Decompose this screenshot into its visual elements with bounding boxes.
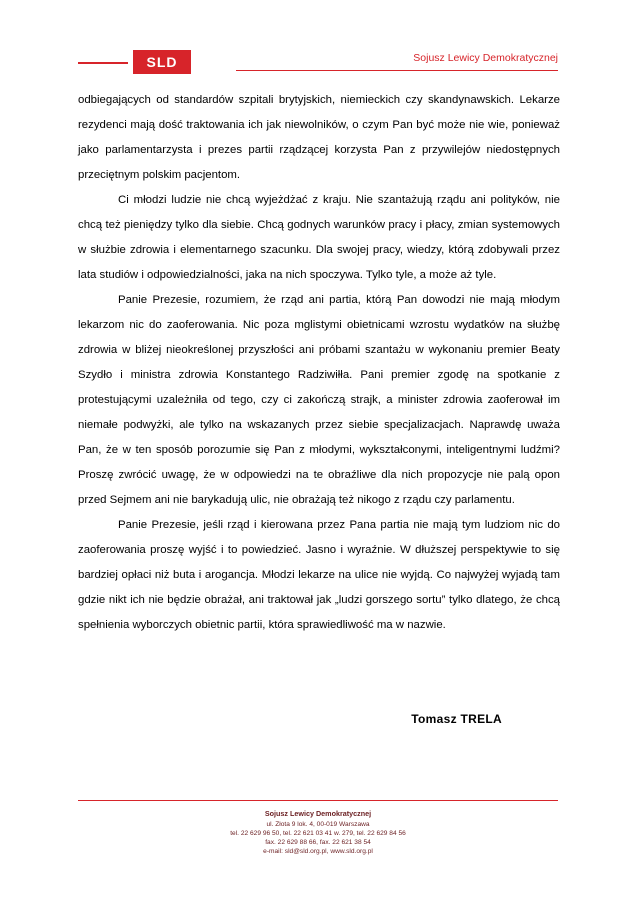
footer-email: e-mail: sld@sld.org.pl, www.sld.org.pl bbox=[263, 848, 373, 855]
footer-phones: tel. 22 629 96 50, tel. 22 621 03 41 w. 279, tel. 22 629 84 56 bbox=[230, 830, 406, 837]
letter-body bbox=[78, 88, 560, 638]
header-accent-rule-right bbox=[236, 70, 558, 71]
paragraph: odbiegających od standardów szpitali brytyjskich, niemieckich czy skandynawskich. Lekarze rezydenci mają dość traktowania ich jak niewolników, o czym Pan być może nie wie, ponieważ jako parlamentarzysta i prezes partii rządzącej korzysta Pan z przywilejów niedostępnych przeciętnym polskim pacjentom. bbox=[78, 94, 560, 181]
footer-accent-rule bbox=[78, 800, 558, 802]
footer-address: ul. Złota 9 lok. 4, 00-019 Warszawa bbox=[266, 821, 370, 828]
sld-logo: SLD bbox=[133, 50, 191, 74]
paragraph: Panie Prezesie, jeśli rząd i kierowana przez Pana partia nie mają tym ludziom nic do zaoferowania proszę wyjść i to powiedzieć. Jasno i wyraźnie. W dłuższej perspektywie to się bardziej opłaci niż buta i arogancja. Młodzi lekarze na ulice nie wyjdą. Co najwyżej wyjadą tam gdzie nikt ich nie będzie obrażał, ani traktował jak „ludzi gorszego sortu” tylko dlatego, że chcą spełnienia wyborczych obietnic partii, która sprawiedliwość ma w nazwie. bbox=[78, 519, 560, 631]
signature: Tomasz TRELA bbox=[411, 712, 502, 726]
paragraph: Ci młodzi ludzie nie chcą wyjeżdżać z kraju. Nie szantażują rządu ani polityków, nie chcą też pieniędzy tylko dla siebie. Chcą godnych warunków pracy i płacy, zmian systemowych w służbie zdrowia i elementarnego szacunku. Dla swojej pracy, wiedzy, którą zdobywali przez lata studiów i odpowiedzialności, jaka na nich spoczywa. Tylko tyle, a może aż tyle. bbox=[78, 194, 560, 281]
document-footer bbox=[78, 800, 558, 857]
header-org-name: Sojusz Lewicy Demokratycznej bbox=[413, 52, 558, 64]
footer-org-name: Sojusz Lewicy Demokratycznej bbox=[264, 809, 372, 818]
paragraph: Panie Prezesie, rozumiem, że rząd ani partia, którą Pan dowodzi nie mają młodym lekarzom nic do zaoferowania. Nic poza mglistymi obietnicami wzrostu wydatków na służbę zdrowia w bliżej nieokreślonej przyszłości ani próbami szantażu w wykonaniu premier Beaty Szydło i ministra zdrowia Konstantego Radziwiłła. Pani premier zgodę na spotkanie z protestującymi uzależniła od tego, czy ci zakończą strajk, a minister zdrowia zaoferował im niemałe podwyżki, ale tylko na wskazanych przez siebie specjalizacjach. Naprawdę uważa Pan, że w ten sposób porozumie się Pan z młodymi, wykształconymi, inteligentnymi ludźmi? Proszę zwrócić uwagę, że w odpowiedzi na te obraźliwe dla nich propozycje nie palą opon przed Sejmem ani nie barykadują ulic, nie obrażają też nikogo z rządu czy parlamentu. bbox=[78, 294, 560, 506]
footer-fax: fax. 22 629 88 66, fax. 22 621 38 54 bbox=[265, 839, 371, 846]
header-accent-rule-left bbox=[78, 62, 128, 64]
document-header bbox=[78, 44, 558, 78]
